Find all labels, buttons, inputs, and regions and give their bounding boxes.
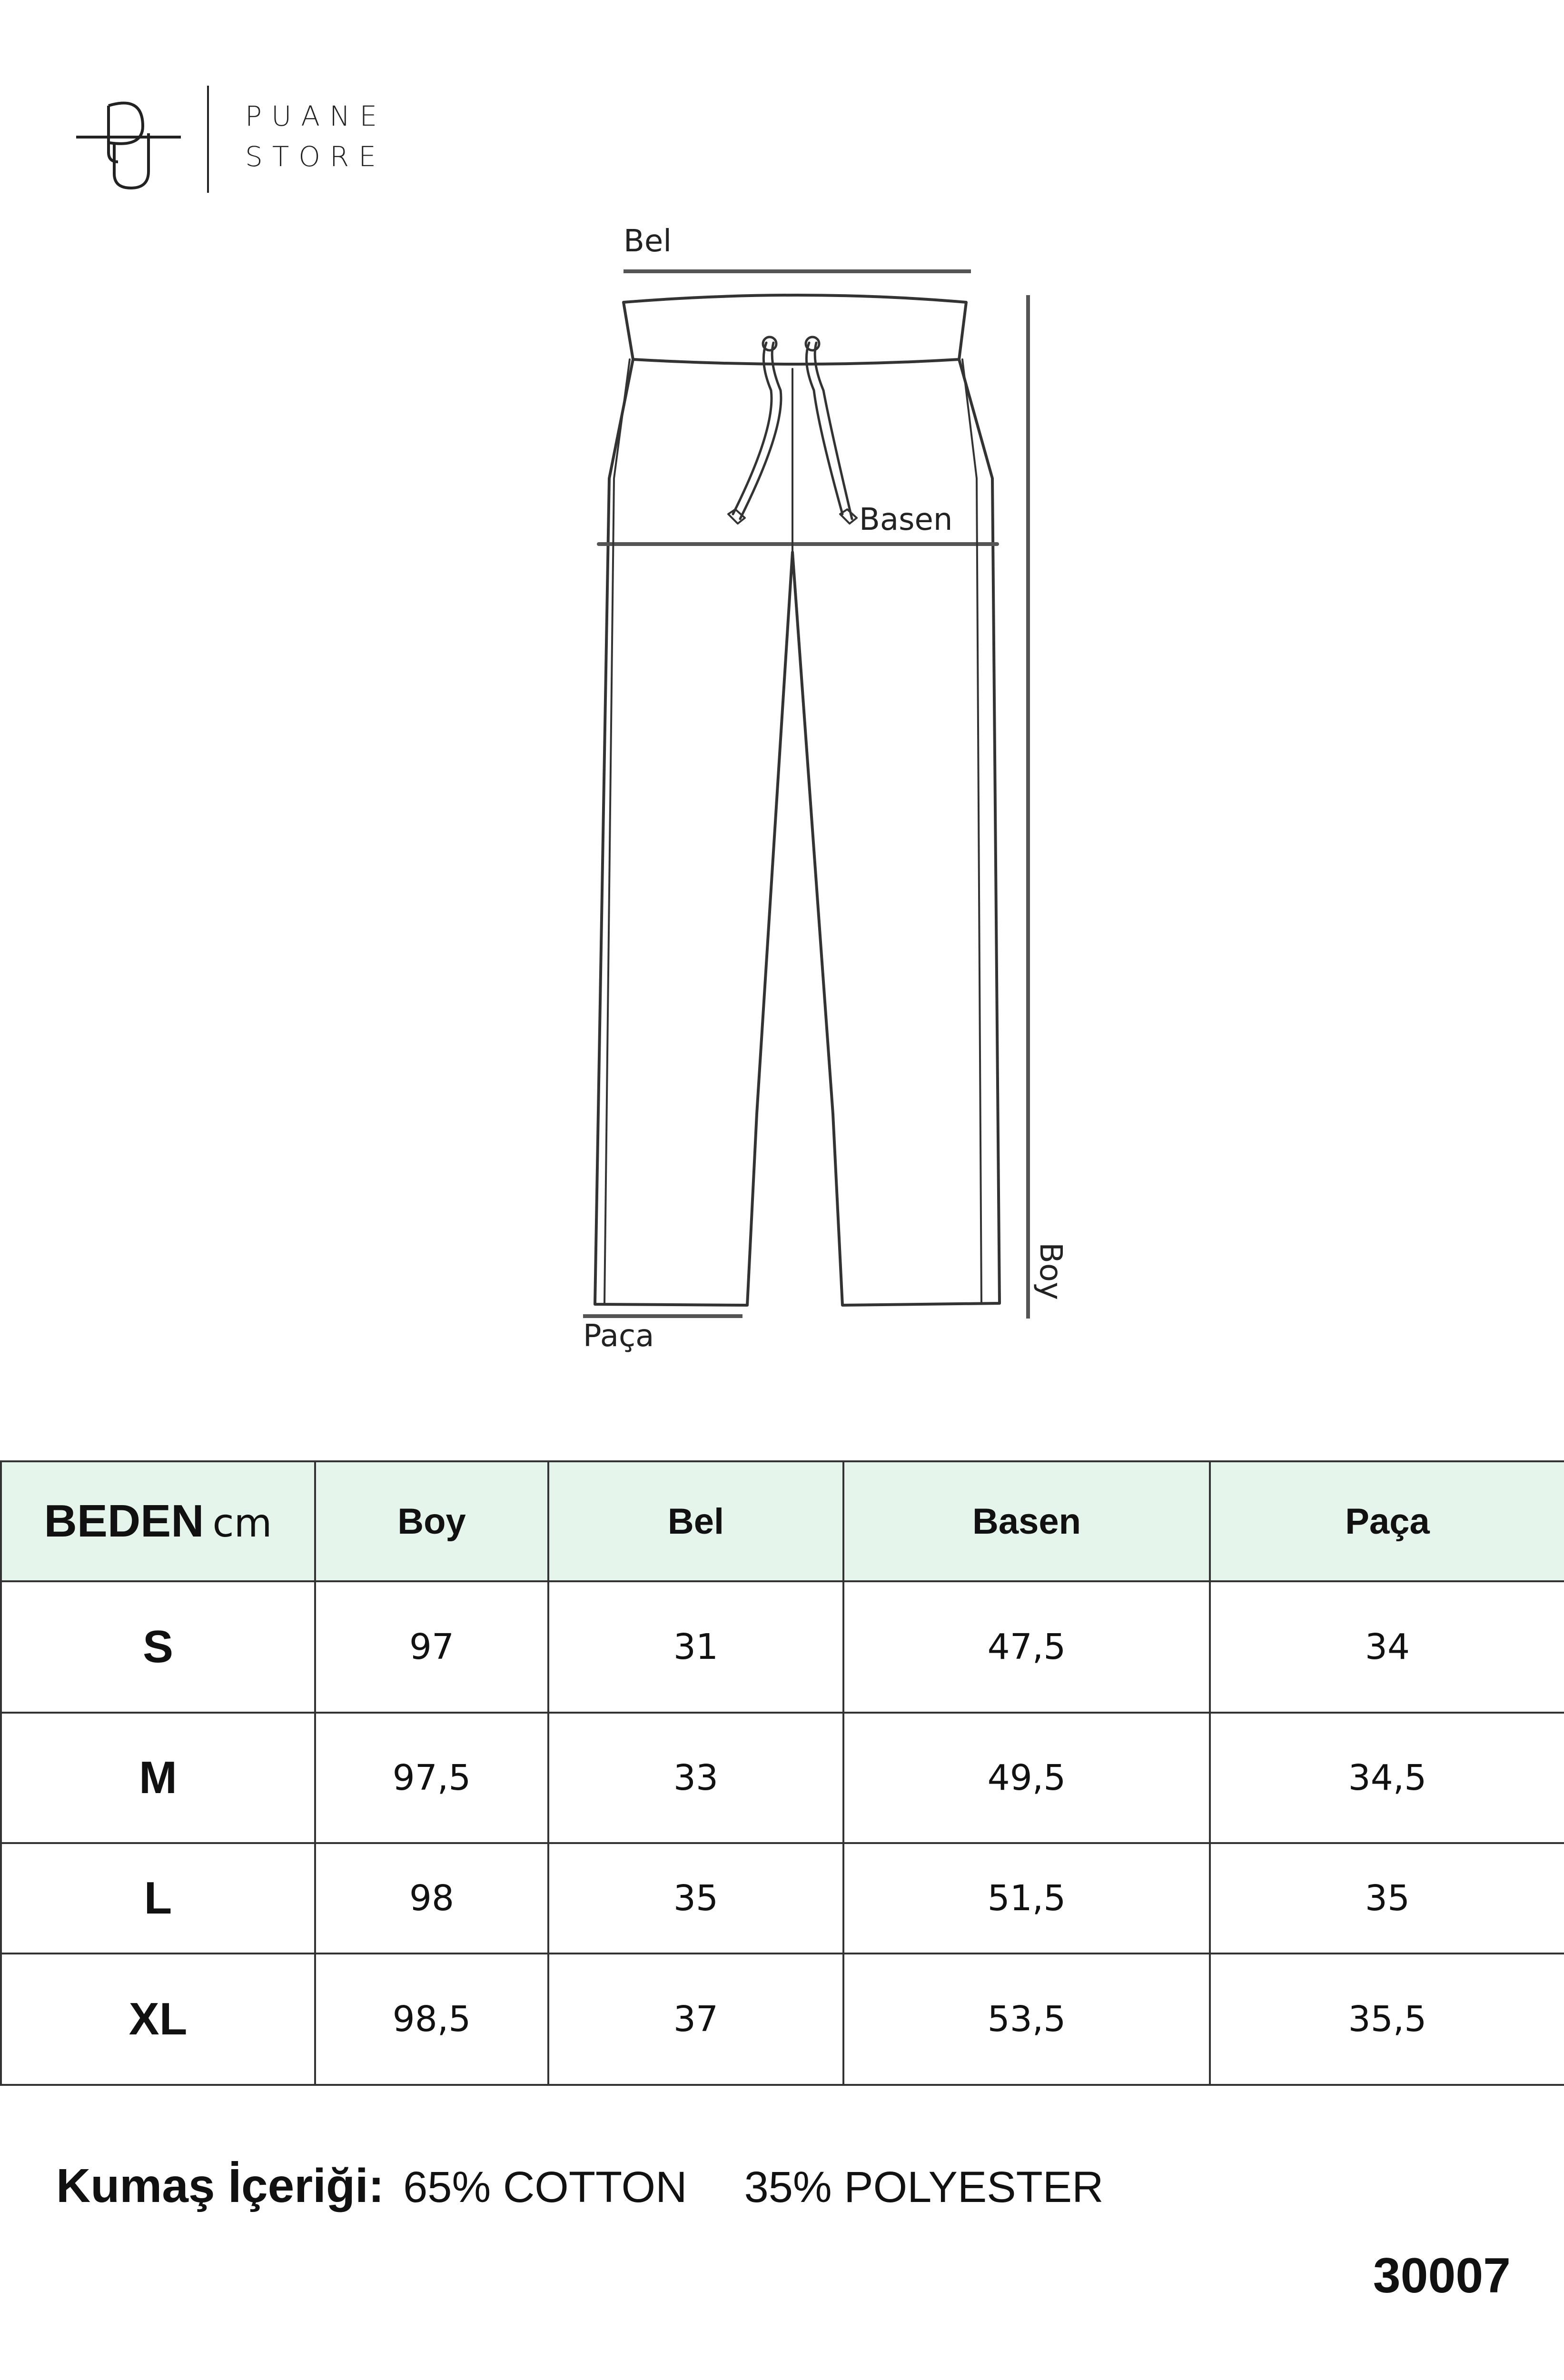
header-basen: Basen: [843, 1461, 1210, 1581]
size-chart-table: [0, 1460, 1564, 2086]
paca-cell: 35,5: [1210, 1954, 1564, 2085]
table-row: [1, 1581, 1564, 1713]
paca-cell: 34,5: [1210, 1713, 1564, 1843]
bel-cell: 33: [548, 1713, 843, 1843]
bel-cell: 37: [548, 1954, 843, 2085]
drawstring-left: [733, 343, 772, 514]
table-header-row: [1, 1461, 1564, 1581]
basen-cell: 53,5: [843, 1954, 1210, 2085]
unit-label: cm: [212, 1501, 272, 1546]
size-cell: L: [1, 1843, 315, 1954]
boy-cell: 98: [315, 1843, 548, 1954]
product-code: 30007: [1373, 2248, 1511, 2303]
brand-name-line2: STORE: [245, 140, 386, 173]
paca-cell: 35: [1210, 1843, 1564, 1954]
bel-cell: 35: [548, 1843, 843, 1954]
label-paca: Paça: [583, 1319, 654, 1354]
brand-name-line1: PUANE: [245, 100, 387, 132]
table-row: [1, 1954, 1564, 2085]
label-basen: Basen: [859, 502, 953, 537]
pants-outline: [595, 359, 1000, 1305]
basen-cell: 47,5: [843, 1581, 1210, 1713]
table-row: [1, 1843, 1564, 1954]
basen-cell: 51,5: [843, 1843, 1210, 1954]
fabric-label: Kumaş İçeriği:: [56, 2159, 385, 2212]
label-bel: Bel: [624, 224, 672, 259]
fabric-cotton: 65% COTTON: [403, 2163, 687, 2211]
fabric-content: [56, 2159, 1104, 2213]
header-boy: Boy: [315, 1461, 548, 1581]
fabric-polyester: 35% POLYESTER: [744, 2163, 1104, 2211]
paca-cell: 34: [1210, 1581, 1564, 1713]
label-boy: Boy: [1033, 1242, 1068, 1300]
size-header-label: BEDEN: [44, 1496, 204, 1547]
bel-cell: 31: [548, 1581, 843, 1713]
boy-cell: 97: [315, 1581, 548, 1713]
header-paca: Paça: [1210, 1461, 1564, 1581]
boy-cell: 97,5: [315, 1713, 548, 1843]
waistband-outline: [624, 295, 966, 364]
drawstring-right: [806, 343, 842, 514]
header-size: [1, 1461, 315, 1581]
boy-cell: 98,5: [315, 1954, 548, 2085]
size-cell: S: [1, 1581, 315, 1713]
size-cell: XL: [1, 1954, 315, 2085]
table-row: [1, 1713, 1564, 1843]
header-bel: Bel: [548, 1461, 843, 1581]
basen-cell: 49,5: [843, 1713, 1210, 1843]
size-cell: M: [1, 1713, 315, 1843]
